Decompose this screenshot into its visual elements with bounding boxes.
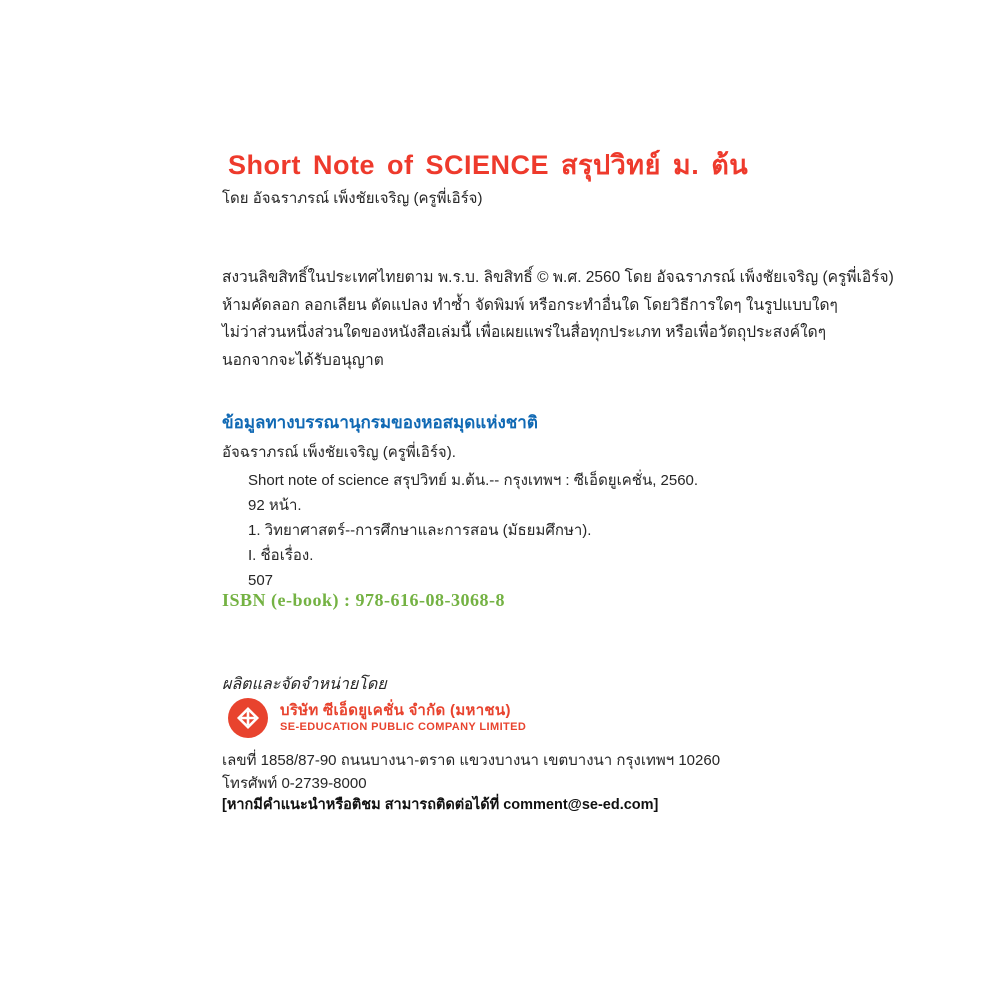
publisher-logo-row	[228, 698, 526, 738]
copyright-notice	[222, 264, 894, 374]
copyright-line: สงวนลิขสิทธิ์ในประเทศไทยตาม พ.ร.บ. ลิขสิทธิ์ © พ.ศ. 2560 โดย อัจฉราภรณ์ เพ็งชัยเจริญ (ครูพี่เอิร์จ)	[222, 269, 894, 286]
contact-note: [หากมีคำแนะนำหรือติชม สามารถติดต่อได้ที่ comment@se-ed.com]	[222, 797, 659, 813]
isbn-number: ISBN (e-book) : 978-616-08-3068-8	[222, 590, 505, 610]
publisher-name-english: SE-EDUCATION PUBLIC COMPANY LIMITED	[280, 721, 527, 733]
copyright-line: ห้ามคัดลอก ลอกเลียน ดัดแปลง ทำซ้ำ จัดพิมพ์ หรือกระทำอื่นใด โดยวิธีการใดๆ ในรูปแบบใดๆ	[222, 296, 838, 314]
library-catalog-entries	[248, 468, 698, 593]
catalog-entry-title-ref: I. ชื่อเรื่อง.	[248, 547, 314, 564]
catalog-entry-title: Short note of science สรุปวิทย์ ม.ต้น.-- กรุงเทพฯ : ซีเอ็ดยูเคชั่น, 2560.	[248, 472, 699, 489]
catalog-entry-pages: 92 หน้า.	[248, 497, 302, 514]
page-title: Short Note of SCIENCE สรุปวิทย์ ม. ต้น	[228, 150, 749, 180]
byline: โดย อัจฉราภรณ์ เพ็งชัยเจริญ (ครูพี่เอิร์จ)	[222, 190, 483, 207]
catalog-entry-dewey: 507	[248, 572, 274, 589]
catalog-entry-subject: 1. วิทยาศาสตร์--การศึกษาและการสอน (มัธยมศึกษา).	[248, 522, 592, 539]
publisher-name-thai: บริษัท ซีเอ็ดยูเคชั่น จำกัด (มหาชน)	[280, 702, 511, 719]
copyright-line: ไม่ว่าส่วนหนึ่งส่วนใดของหนังสือเล่มนี้ เพื่อเผยแพร่ในสื่อทุกประเภท หรือเพื่อวัตถุประสงค์ใดๆ	[222, 324, 827, 341]
publisher-address: เลขที่ 1858/87-90 ถนนบางนา-ตราด แขวงบางนา เขตบางนา กรุงเทพฯ 10260	[222, 752, 721, 769]
library-catalog-heading: ข้อมูลทางบรรณานุกรมของหอสมุดแห่งชาติ	[222, 413, 538, 432]
library-catalog-author: อัจฉราภรณ์ เพ็งชัยเจริญ (ครูพี่เอิร์จ).	[222, 444, 456, 461]
publisher-phone: โทรศัพท์ 0-2739-8000	[222, 775, 367, 792]
publisher-intro: ผลิตและจัดจำหน่ายโดย	[222, 676, 387, 693]
publisher-name-block	[280, 702, 526, 734]
se-ed-logo-icon	[228, 698, 268, 738]
copyright-line: นอกจากจะได้รับอนุญาต	[222, 351, 384, 369]
